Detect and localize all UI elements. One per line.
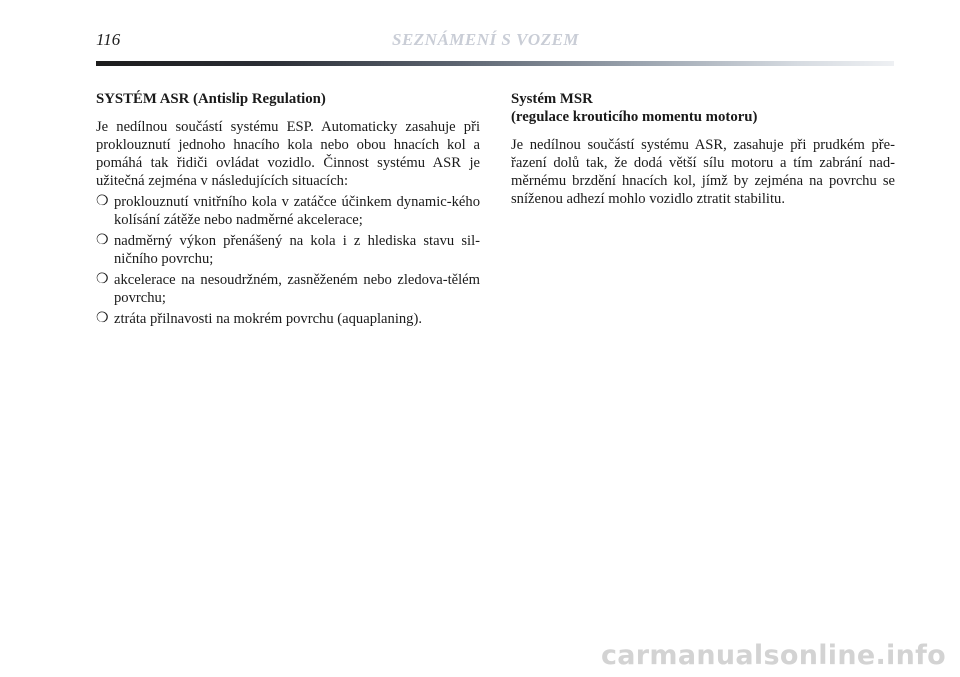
bullet-circle-icon: ❍ [96,194,109,209]
right-column [511,90,895,208]
page-number: 116 [96,30,121,49]
msr-heading [511,90,895,126]
msr-body: Je nedílnou součástí systému ASR, zasahuje při prudkém pře-řazení dolů tak, že dodá větší sílu motoru a tím zabrání nad-měrnému brzdění hnacích kol, jímž by zejména na povrchu se sníženou adhezí mohlo vozidlo ztratit stabilitu. [511,137,895,207]
list-item-text: ztráta přilnavosti na mokrém povrchu (aquaplaning). [114,311,422,327]
asr-intro: Je nedílnou součástí systému ESP. Automaticky zasahuje při proklouznutí jednoho hnacího kola nebo obou hnacích kol a pomáhá tak řidiči ovládat vozidlo. Činnost systému ASR je užitečná zejména v následujících situacích: [96,119,480,189]
list-item [96,271,480,307]
bullet-circle-icon: ❍ [96,233,109,248]
list-item [96,310,480,328]
list-item-text: nadměrný výkon přenášený na kola i z hlediska stavu sil-ničního povrchu; [114,233,480,267]
asr-situation-list [96,193,480,328]
bullet-circle-icon: ❍ [96,311,109,326]
header-rule [96,61,894,66]
list-item-text: proklouznutí vnitřního kola v zatáčce účinkem dynamic-kého kolísání zátěže nebo nadměrné akcelerace; [114,194,480,228]
bullet-circle-icon: ❍ [96,272,109,287]
page-header [96,30,896,54]
chapter-title: SEZNÁMENÍ S VOZEM [392,30,580,49]
msr-heading-subtitle: (regulace krouticího momentu motoru) [511,109,758,125]
list-item-text: akcelerace na nesoudržném, zasněženém nebo zledova-tělém povrchu; [114,272,480,306]
left-column [96,90,480,328]
list-item [96,193,480,229]
list-item [96,232,480,268]
watermark: carmanualsonline.info [600,640,946,671]
msr-heading-title: Systém MSR [511,91,593,107]
asr-heading: SYSTÉM ASR (Antislip Regulation) [96,91,326,107]
